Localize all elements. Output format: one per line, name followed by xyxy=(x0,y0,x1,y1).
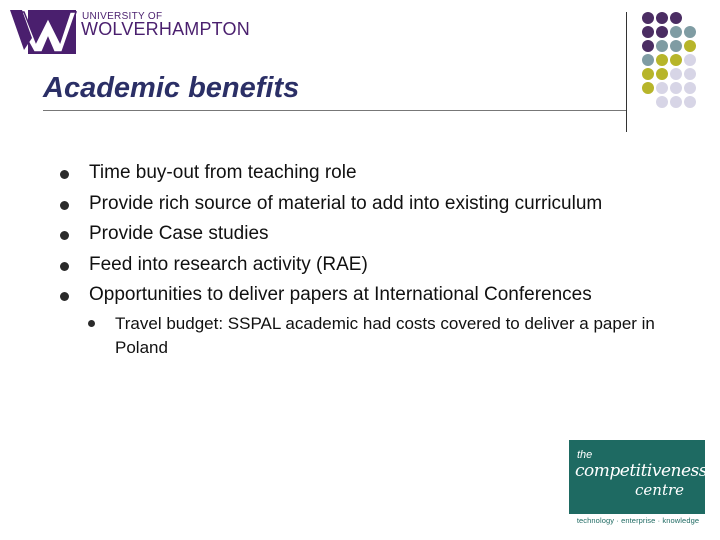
decorative-dot xyxy=(670,12,682,24)
university-of-label: UNIVERSITY OF xyxy=(82,11,163,22)
decorative-dot xyxy=(656,12,668,24)
decorative-dot xyxy=(670,82,682,94)
logo-the-text: the xyxy=(577,449,593,461)
bullet-text: Feed into research activity (RAE) xyxy=(89,253,368,275)
decorative-dot xyxy=(684,96,696,108)
decorative-dot xyxy=(670,40,682,52)
decorative-dot xyxy=(642,68,654,80)
decorative-dot xyxy=(642,40,654,52)
wolverhampton-logo-icon xyxy=(10,8,78,56)
university-name: WOLVERHAMPTON xyxy=(81,19,250,39)
sub-bullet-icon xyxy=(88,320,95,327)
decorative-dot xyxy=(656,82,668,94)
decorative-dot xyxy=(642,12,654,24)
bullet-text: Time buy-out from teaching role xyxy=(89,162,357,183)
bullet-text: Opportunities to deliver papers at International Conferences xyxy=(89,284,592,305)
decorative-dot xyxy=(684,82,696,94)
logo-tagline: technology · enterprise · knowledge xyxy=(576,516,700,525)
bullet-text: Provide Case studies xyxy=(89,223,269,244)
logo-competitiveness-text: competitiveness xyxy=(575,461,707,481)
bullet-text: Provide rich source of material to add into existing curriculum xyxy=(89,192,603,214)
title-divider xyxy=(43,110,626,111)
decorative-dot xyxy=(656,40,668,52)
competitiveness-centre-logo xyxy=(569,440,705,514)
decorative-dot xyxy=(656,26,668,38)
slide-title: Academic benefits xyxy=(43,72,300,104)
decorative-dot xyxy=(670,54,682,66)
decorative-dot xyxy=(684,68,696,80)
bullet-icon xyxy=(60,231,69,240)
decorative-dot xyxy=(656,54,668,66)
bullet-icon xyxy=(60,262,69,271)
bullet-icon xyxy=(60,170,69,179)
bullet-icon xyxy=(60,292,69,301)
decorative-dot xyxy=(684,26,696,38)
decorative-dot xyxy=(656,68,668,80)
logo-centre-text: centre xyxy=(635,481,685,499)
decorative-dot xyxy=(684,54,696,66)
decorative-dot xyxy=(670,96,682,108)
bullet-icon xyxy=(60,201,69,210)
decorative-dot xyxy=(642,54,654,66)
decorative-dot xyxy=(642,82,654,94)
decorative-dot xyxy=(656,96,668,108)
decorative-dot xyxy=(642,26,654,38)
vertical-divider xyxy=(626,12,627,132)
decorative-dot xyxy=(670,68,682,80)
sub-bullet-text: Travel budget: SSPAL academic had costs covered to deliver a paper in Poland xyxy=(115,314,655,357)
decorative-dot xyxy=(670,26,682,38)
decorative-dot xyxy=(684,40,696,52)
